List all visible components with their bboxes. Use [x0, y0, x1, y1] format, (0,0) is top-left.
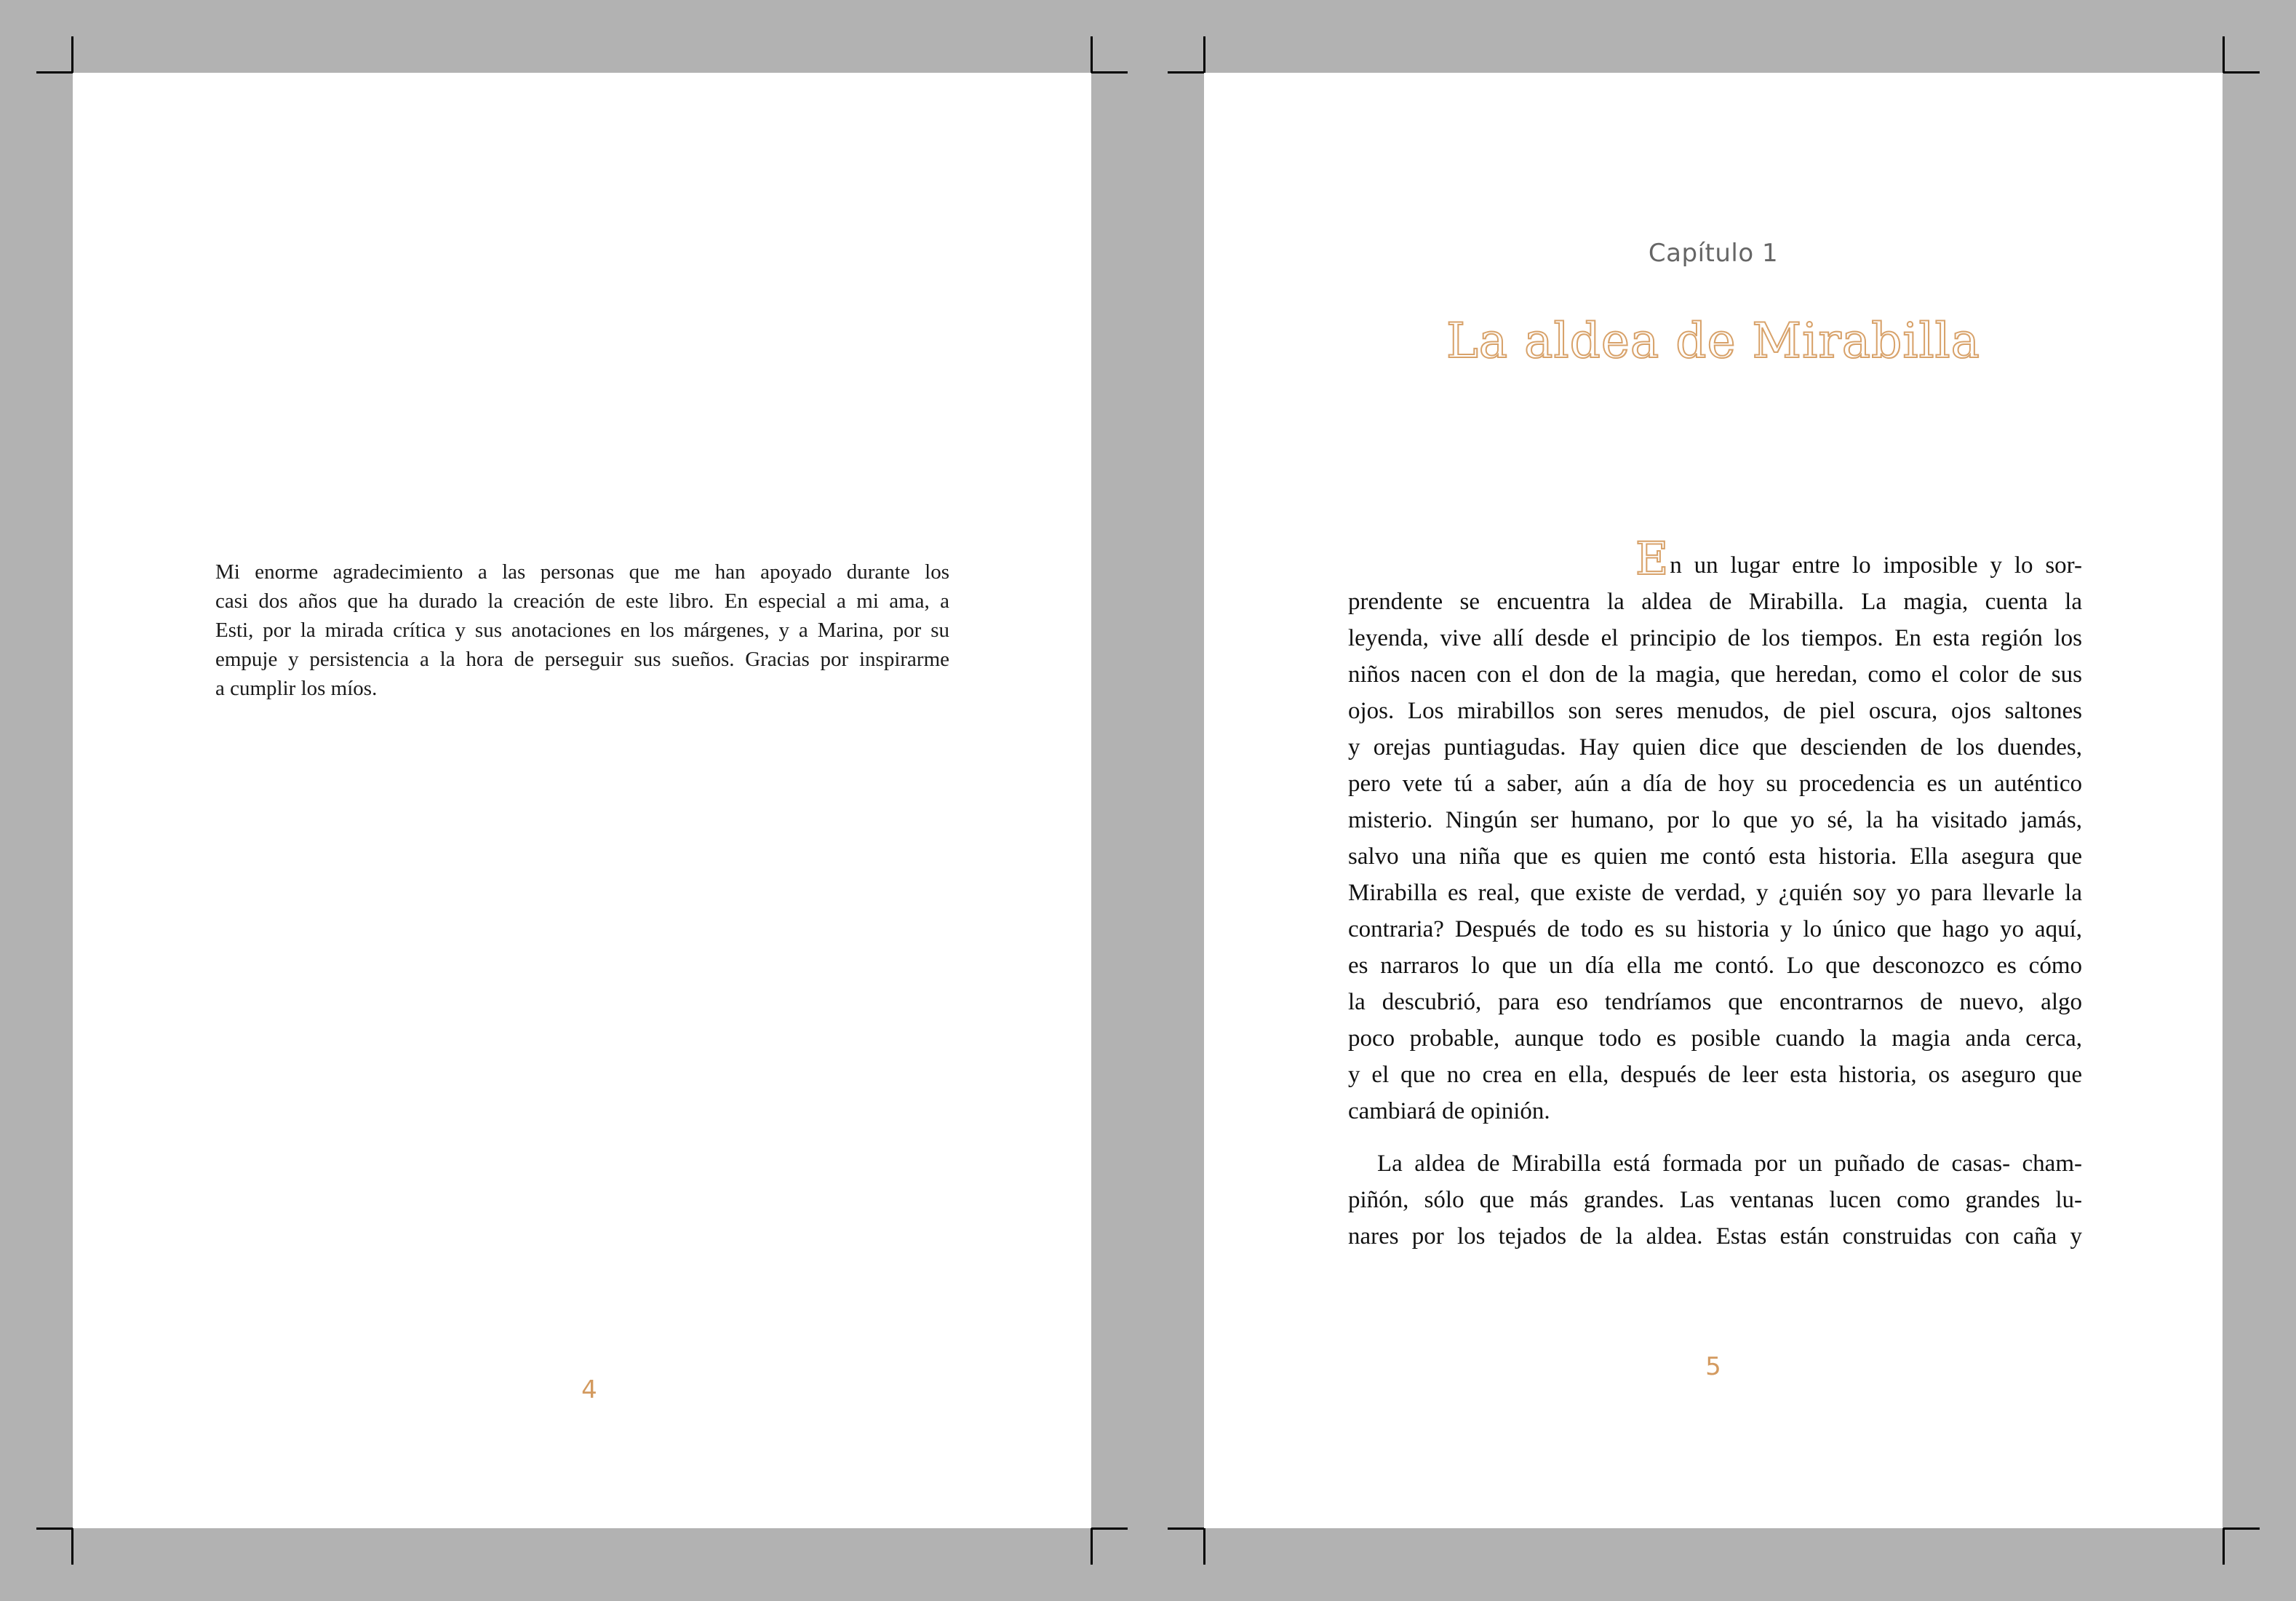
text-line: y el que no crea en ella, después de leer esta historia, os aseguro que [1348, 1062, 2082, 1088]
text-line: ojos. Los mirabillos son seres menudos, de piel oscura, ojos saltones [1348, 698, 2082, 724]
text-line: piñón, sólo que más grandes. Las ventanas lucen como grandes lu- [1348, 1187, 2082, 1213]
text-line: Mi enorme agradecimiento a las personas que me han apoyado durante los [215, 560, 949, 584]
paragraph [1348, 1145, 2082, 1255]
text-line: casi dos años que ha durado la creación de este libro. En especial a mi ama, a [215, 589, 949, 613]
crop-mark-bottom-left [36, 1527, 73, 1530]
crop-mark-top-right [2223, 71, 2260, 74]
left-page [73, 73, 1091, 1528]
chapter-label: Capítulo 1 [1648, 239, 1779, 268]
crop-mark-bottom-right [2223, 1528, 2225, 1565]
text-line: es narraros lo que un día ella me contó. Lo que desconozco es cómo [1348, 953, 2082, 979]
crop-mark-bottom-left [1168, 1527, 1204, 1530]
page-number: 5 [1705, 1352, 1721, 1381]
crop-mark-bottom-left [1203, 1528, 1205, 1565]
chapter-body [1348, 532, 2082, 1255]
crop-mark-top-left [1168, 71, 1204, 74]
text-line: La aldea de Mirabilla está formada por un puñado de casas- cham- [1377, 1151, 2082, 1177]
text-line: a cumplir los míos. [215, 677, 378, 700]
text-fragment: n un lugar entre lo imposible y lo sor- [1670, 552, 2082, 579]
text-line: contraria? Después de todo es su historia y lo único que hago yo aquí, [1348, 916, 2082, 942]
text-line: pero vete tú a saber, aún a día de hoy su procedencia es un auténtico [1348, 771, 2082, 797]
text-line: cambiará de opinión. [1348, 1098, 1550, 1124]
text-line: nares por los tejados de la aldea. Estas están construidas con caña y [1348, 1223, 2082, 1250]
crop-mark-top-left [71, 36, 73, 73]
crop-mark-top-left [36, 71, 73, 74]
text-line: Esti, por la mirada crítica y sus anotaciones en los márgenes, y a Marina, por su [215, 619, 949, 642]
paragraph [1348, 532, 2082, 1129]
crop-mark-top-right [1091, 36, 1093, 73]
text-line: niños nacen con el don de la magia, que heredan, como el color de sus [1348, 662, 2082, 688]
text-line: poco probable, aunque todo es posible cuando la magia anda cerca, [1348, 1025, 2082, 1052]
crop-mark-top-right [1091, 71, 1128, 74]
acknowledgement-text [215, 557, 949, 703]
text-line: salvo una niña que es quien me contó esta historia. Ella asegura que [1348, 843, 2082, 870]
text-line: empuje y persistencia a la hora de perseguir sus sueños. Gracias por inspirarme [215, 648, 949, 671]
text-line: la descubrió, para eso tendríamos que encontrarnos de nuevo, algo [1348, 989, 2082, 1015]
crop-mark-bottom-right [2223, 1527, 2260, 1530]
chapter-title: La aldea de Mirabilla [1446, 313, 1981, 369]
text-line: y orejas puntiagudas. Hay quien dice que descienden de los duendes, [1348, 734, 2082, 760]
crop-mark-bottom-left [71, 1528, 73, 1565]
text-line: leyenda, vive allí desde el principio de los tiempos. En esta región los [1348, 625, 2082, 651]
page-number: 4 [581, 1375, 597, 1405]
crop-mark-bottom-right [1091, 1528, 1093, 1565]
drop-cap: E [1635, 532, 1669, 585]
text-line [1348, 532, 2082, 585]
text-line: misterio. Ningún ser humano, por lo que yo sé, la ha visitado jamás, [1348, 807, 2082, 833]
crop-mark-bottom-right [1091, 1527, 1128, 1530]
text-line: Mirabilla es real, que existe de verdad, y ¿quién soy yo para llevarle la [1348, 880, 2082, 906]
crop-mark-top-left [1203, 36, 1205, 73]
right-page [1204, 73, 2223, 1528]
crop-mark-top-right [2223, 36, 2225, 73]
text-line: prendente se encuentra la aldea de Mirabilla. La magia, cuenta la [1348, 589, 2082, 615]
